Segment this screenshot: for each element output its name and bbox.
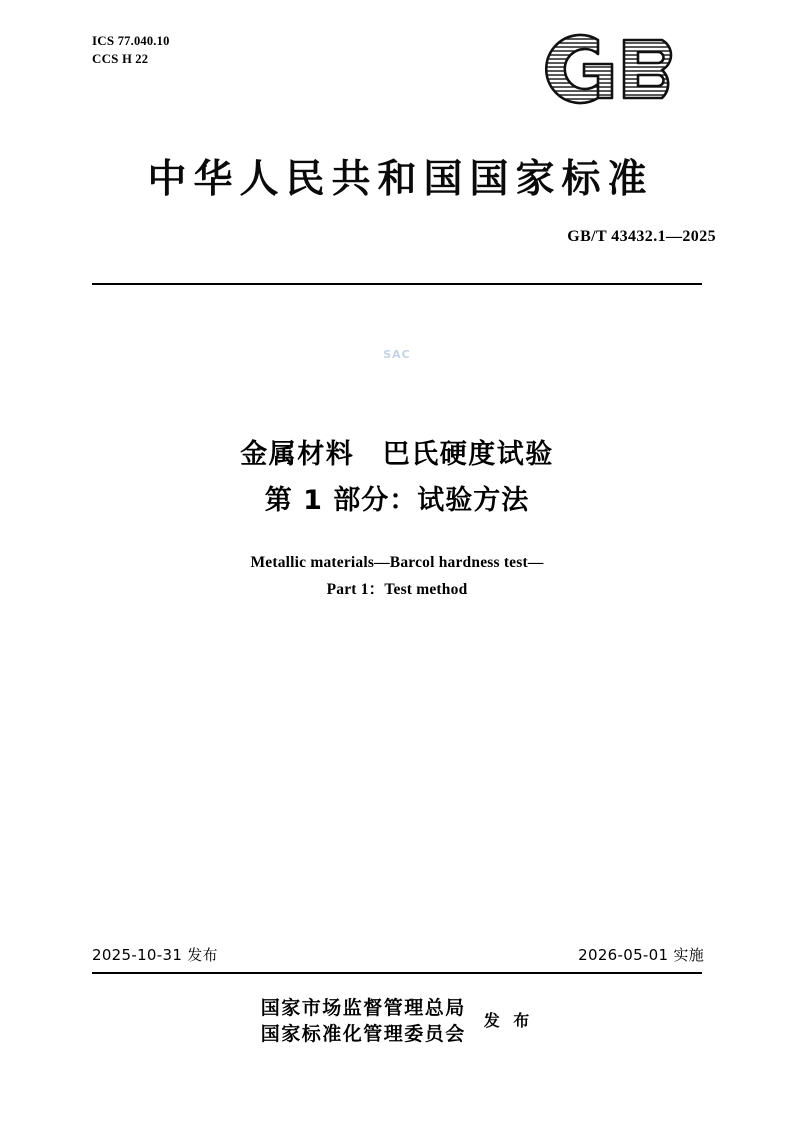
sac-watermark: SAC — [383, 348, 411, 361]
ics-code-line — [92, 32, 170, 50]
national-standard-heading: 中华人民共和国国家标准 — [147, 157, 654, 202]
issuer-block — [0, 995, 794, 1047]
ics-value: 77.040.10 — [117, 34, 170, 48]
ccs-label: CCS — [92, 51, 119, 66]
publish-label: 发 布 — [483, 1011, 534, 1030]
english-title-line1: Metallic materials—Barcol hardness test— — [250, 554, 544, 571]
ccs-code-line — [92, 50, 170, 68]
classification-codes — [92, 32, 170, 68]
ccs-value: H 22 — [122, 52, 149, 66]
english-title-line2: Part 1：Test method — [326, 581, 468, 598]
issuer-names — [261, 995, 466, 1047]
chinese-title-line1: 金属材料 巴氏硬度试验 — [240, 439, 554, 470]
english-title — [0, 549, 794, 603]
footer-divider — [92, 972, 702, 974]
chinese-title-line2: 第 1 部分：试验方法 — [264, 485, 530, 516]
issuer-row — [261, 995, 534, 1047]
effective-date: 2026-05-01 实施 — [578, 946, 704, 964]
chinese-title — [0, 432, 794, 524]
issue-date: 2025-10-31 发布 — [92, 946, 218, 964]
issuer-line2: 国家标准化管理委员会 — [260, 1023, 466, 1045]
issuer-line1: 国家市场监督管理总局 — [260, 997, 466, 1019]
gb-emblem-icon — [538, 30, 708, 108]
ics-label: ICS — [92, 33, 115, 48]
header-divider — [92, 283, 702, 285]
standard-number: GB/T 43432.1—2025 — [567, 228, 716, 245]
